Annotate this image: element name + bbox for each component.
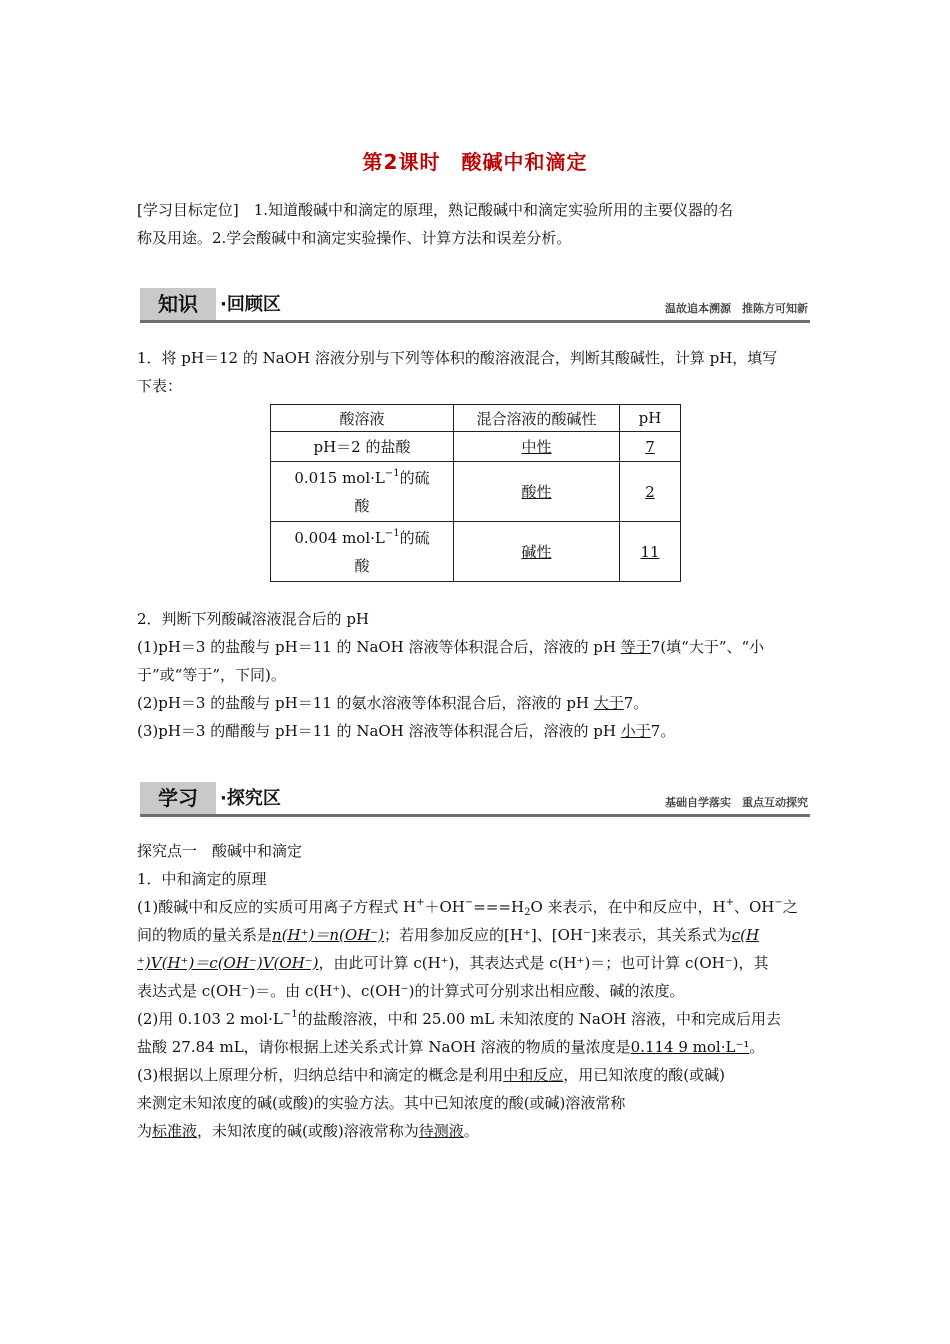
question-2-head: 2．判断下列酸碱溶液混合后的 pH — [137, 610, 369, 628]
answer-blank: ⁺)V(H⁺)＝c(OH⁻)V(OH⁻) — [137, 954, 319, 972]
cell-nature-answer: 酸性 — [521, 483, 552, 501]
ph-mixing-table — [270, 404, 681, 582]
superscript: + — [725, 897, 734, 908]
explore-para-9 — [137, 1117, 817, 1145]
explore-subheading: 1．中和滴定的原理 — [137, 870, 267, 888]
subscript: 2 — [524, 907, 531, 918]
sub-3-tail: 7。 — [650, 722, 676, 740]
answer-blank: 0.114 9 mol·L⁻¹ — [630, 1038, 750, 1056]
unit-exponent: −1 — [384, 467, 400, 479]
acid-name-part-2: 酸 — [354, 496, 370, 515]
explore-section — [137, 837, 817, 1145]
cell-ph-answer: 2 — [645, 482, 655, 501]
banner-subtitle-review: ·回顾区 — [220, 294, 281, 315]
superscript: + — [416, 897, 425, 908]
text: (1)酸碱中和反应的实质可用离子方程式 H — [137, 898, 417, 916]
question-2 — [137, 605, 817, 745]
sub-2-text: (2)pH＝3 的盐酸与 pH＝11 的氨水溶液等体积混合后，溶液的 pH — [137, 694, 594, 712]
table-row — [271, 462, 681, 522]
answer-blank: 待测液 — [418, 1122, 464, 1140]
text: 间的物质的量关系是 — [137, 926, 273, 944]
table-header-row — [271, 405, 681, 432]
explore-para-3 — [137, 949, 817, 977]
knowledge-review-banner — [140, 288, 810, 322]
explore-para-7 — [137, 1061, 817, 1089]
banner-rule — [140, 320, 810, 323]
superscript: −1 — [282, 1009, 298, 1020]
objectives-text-1: 1.知道酸碱中和滴定的原理，熟记酸碱中和滴定实验所用的主要仪器的名 — [238, 201, 734, 219]
sub-1-text: (1)pH＝3 的盐酸与 pH＝11 的 NaOH 溶液等体积混合后，溶液的 pH — [137, 638, 621, 656]
text: ===H — [473, 898, 525, 916]
sub-3-text: (3)pH＝3 的醋酸与 pH＝11 的 NaOH 溶液等体积混合后，溶液的 pH — [137, 722, 621, 740]
learning-objectives — [137, 196, 817, 252]
sub-1-tail: 7(填“大于”、“小 — [650, 638, 765, 656]
text: O 来表示，在中和反应中，H — [530, 898, 726, 916]
text: 之 — [782, 898, 798, 916]
explore-para-8: 来测定未知浓度的碱(或酸)的实验方法。其中已知浓度的酸(或碱)溶液常称 — [137, 1094, 626, 1112]
question-2-sub-3 — [137, 717, 817, 745]
explore-para-5 — [137, 1005, 817, 1033]
explore-para-6 — [137, 1033, 817, 1061]
text: 盐酸 27.84 mL，请你根据上述关系式计算 NaOH 溶液的物质的量浓度是 — [137, 1038, 631, 1056]
text: ，由此可计算 c(H⁺)，其表达式是 c(H⁺)＝；也可计算 c(OH⁻)，其 — [318, 954, 769, 972]
superscript: − — [774, 897, 783, 908]
header-nature: 混合溶液的酸碱性 — [454, 405, 620, 432]
cell-ph-answer: 11 — [640, 542, 660, 561]
explore-para-2 — [137, 921, 817, 949]
header-ph: pH — [620, 405, 681, 432]
objectives-text-2: 称及用途。2.学会酸碱中和滴定实验操作、计算方法和误差分析。 — [137, 229, 572, 247]
acid-name-part: 的硫 — [399, 528, 430, 547]
banner-slogan: 温故追本溯源 推陈方可知新 — [665, 302, 808, 315]
question-1-line-2: 下表： — [137, 377, 183, 395]
text: ；若用参加反应的[H⁺]、[OH⁻]来表示，其关系式为 — [384, 926, 732, 944]
unit-exponent: −1 — [384, 527, 400, 539]
question-2-sub-1-cont: 于”或“等于”，下同)。 — [137, 666, 286, 684]
question-2-sub-1 — [137, 633, 817, 661]
acid-concentration: 0.004 mol·L — [294, 528, 385, 547]
answer-blank: 中和反应 — [503, 1066, 564, 1084]
text: 的盐酸溶液，中和 25.00 mL 未知浓度的 NaOH 溶液，中和完成后用去 — [297, 1010, 781, 1028]
explore-heading: 探究点一 酸碱中和滴定 — [137, 842, 303, 860]
text: 、OH — [734, 898, 775, 916]
text: (2)用 0.103 2 mol·L — [137, 1010, 283, 1028]
banner-slogan: 基础自学落实 重点互动探究 — [665, 796, 808, 809]
text: ，未知浓度的碱(或酸)溶液常称为 — [197, 1122, 419, 1140]
superscript: − — [464, 897, 474, 908]
table-row — [271, 522, 681, 582]
objectives-label: [学习目标定位] — [137, 201, 239, 219]
text: ＋OH — [424, 898, 465, 916]
banner-subtitle-explore: ·探究区 — [220, 788, 281, 809]
question-1-line-1: 1．将 pH＝12 的 NaOH 溶液分别与下列等体积的酸溶液混合，判断其酸碱性，计算 pH，填写 — [137, 349, 778, 367]
banner-rule — [140, 814, 810, 817]
sub-3-answer: 小于 — [620, 722, 651, 740]
answer-blank: c(H — [731, 926, 760, 944]
answer-blank: n(H⁺)＝n(OH⁻) — [272, 926, 385, 944]
sub-1-answer: 等于 — [620, 638, 651, 656]
cell-nature-answer: 中性 — [521, 438, 552, 456]
acid-concentration: 0.015 mol·L — [294, 468, 385, 487]
text: (3)根据以上原理分析，归纳总结中和滴定的概念是利用 — [137, 1066, 504, 1084]
text: 。 — [463, 1122, 479, 1140]
sub-2-tail: 7。 — [623, 694, 649, 712]
acid-name-part: 的硫 — [399, 468, 430, 487]
banner-tab-study: 学习 — [140, 782, 216, 814]
text: 。 — [749, 1038, 765, 1056]
question-2-sub-2 — [137, 689, 817, 717]
banner-tab-knowledge: 知识 — [140, 288, 216, 320]
study-explore-banner — [140, 782, 810, 816]
text: 为 — [137, 1122, 153, 1140]
cell-acid — [271, 522, 454, 582]
sub-2-answer: 大于 — [593, 694, 624, 712]
text: ，用已知浓度的酸(或碱) — [563, 1066, 725, 1084]
header-acid: 酸溶液 — [271, 405, 454, 432]
explore-para-1 — [137, 893, 817, 921]
cell-acid — [271, 462, 454, 522]
page-title: 第2课时 酸碱中和滴定 — [362, 150, 588, 174]
answer-blank: 标准液 — [152, 1122, 198, 1140]
table-row — [271, 432, 681, 462]
cell-nature-answer: 碱性 — [521, 543, 552, 561]
question-1 — [137, 344, 817, 400]
explore-para-4: 表达式是 c(OH⁻)＝。由 c(H⁺)、c(OH⁻)的计算式可分别求出相应酸、碱的浓度。 — [137, 982, 685, 1000]
cell-acid: pH＝2 的盐酸 — [271, 432, 454, 462]
acid-name-part-2: 酸 — [354, 556, 370, 575]
cell-ph-answer: 7 — [645, 437, 655, 456]
